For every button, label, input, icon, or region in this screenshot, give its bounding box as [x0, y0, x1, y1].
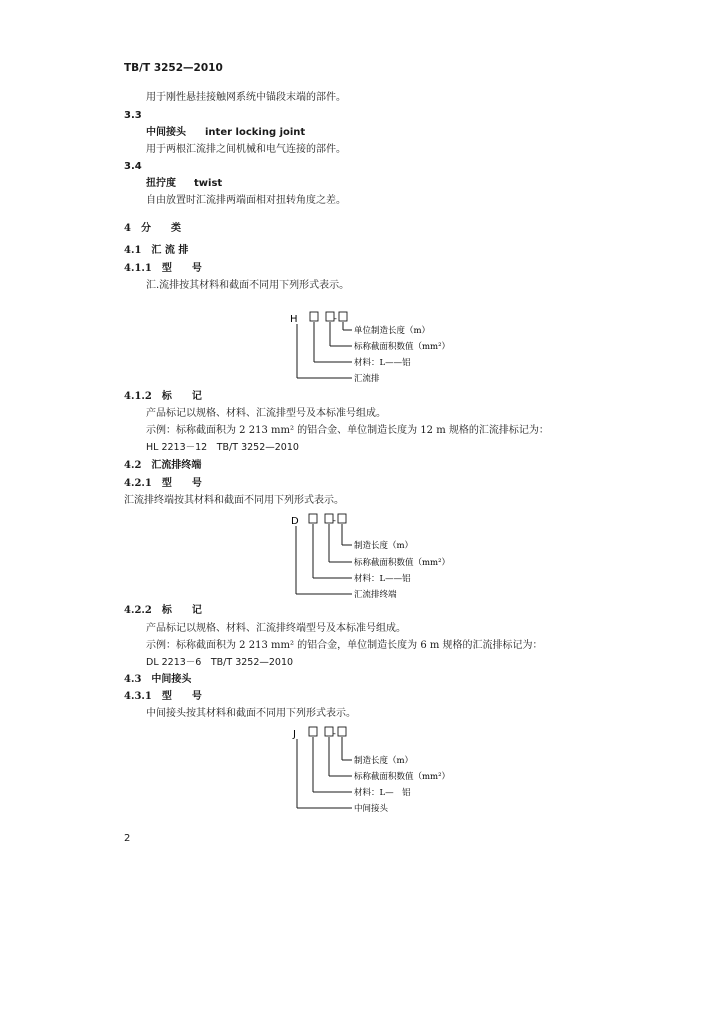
section-number: 3.3: [124, 110, 142, 121]
page-number: 2: [124, 833, 131, 844]
body-text: 汇.流排按其材料和截面不同用下列形式表示。: [146, 280, 350, 291]
designation-diagram-joint: [292, 727, 450, 814]
code-box: [310, 312, 318, 321]
example-text: 示例：标称截面积为 2 213 mm² 的铝合金、单位制造长度为 12 m 规格的汇流排标记为：: [146, 425, 549, 436]
code-box: [338, 514, 346, 523]
body-text: 产品标记以规格、材料、汇流排终端型号及本标准号组成。: [146, 623, 406, 634]
subsection-heading: 4.1.2 标 记: [124, 391, 202, 402]
code-prefix: H: [290, 314, 298, 325]
chapter-heading: 4 分 类: [124, 223, 181, 234]
label-section: 标称截面积数值（mm²）: [354, 558, 451, 568]
code-box: [325, 727, 333, 736]
section-heading: 4.2 汇流排终端: [124, 460, 202, 471]
subsection-heading: 4.3.1 型 号: [124, 691, 202, 702]
term-zh: 扭拧度: [146, 178, 176, 189]
code-box: [325, 514, 333, 523]
marking-example: HL 2213－12 TB/T 3252—2010: [146, 442, 299, 453]
subsection-heading: 4.1.1 型 号: [124, 263, 202, 274]
svg-text:-: -: [333, 729, 336, 738]
body-text: 产品标记以规格、材料、汇流排型号及本标准号组成。: [146, 408, 386, 419]
label-product: 汇流排: [354, 374, 380, 384]
term-en: inter locking joint: [205, 127, 306, 138]
code-prefix: D: [291, 516, 299, 527]
definition-text: 用于两根汇流排之间机械和电气连接的部件。: [146, 144, 346, 155]
marking-example: DL 2213－6 TB/T 3252—2010: [146, 657, 294, 668]
subsection-heading: 4.2.2 标 记: [124, 605, 202, 616]
svg-text:-: -: [333, 516, 336, 525]
term-zh: 中间接头: [146, 127, 186, 138]
subsection-heading: 4.2.1 型 号: [124, 478, 202, 489]
label-material: 材料：L——铝: [354, 358, 411, 368]
page-header: TB/T 3252—2010: [124, 62, 223, 74]
definition-text: 自由放置时汇流排两端面相对扭转角度之差。: [146, 195, 346, 206]
label-length: 制造长度（m）: [354, 541, 414, 551]
code-box: [309, 514, 317, 523]
definition-text: 用于刚性悬挂接触网系统中锚段末端的部件。: [146, 92, 346, 103]
label-material: 材料：L——铝: [354, 574, 411, 584]
label-section: 标称截面积数值（mm²）: [354, 342, 451, 352]
section-heading: 4.3 中间接头: [124, 674, 192, 685]
label-product: 中间接头: [354, 804, 389, 814]
body-text: 汇流排终端按其材料和截面不同用下列形式表示。: [124, 495, 344, 506]
designation-diagram-busbar: [290, 312, 450, 384]
label-length: 单位制造长度（m）: [354, 326, 431, 336]
section-number: 3.4: [124, 161, 142, 172]
code-box: [338, 727, 346, 736]
svg-text:-: -: [334, 314, 337, 323]
code-prefix: J: [293, 729, 296, 740]
code-box: [326, 312, 334, 321]
term-en: twist: [194, 178, 223, 189]
code-box: [309, 727, 317, 736]
designation-diagram-busbar-end: [291, 514, 450, 600]
example-text: 示例：标称截面积为 2 213 mm² 的铝合金，单位制造长度为 6 m 规格的汇流排标记为：: [146, 640, 543, 651]
label-length: 制造长度（m）: [354, 756, 414, 766]
label-material: 材料：L— 铝: [354, 788, 411, 798]
body-text: 中间接头按其材料和截面不同用下列形式表示。: [146, 708, 356, 719]
label-section: 标称截面积数值（mm²）: [354, 772, 451, 782]
label-product: 汇流排终端: [354, 590, 397, 600]
code-box: [339, 312, 347, 321]
section-heading: 4.1 汇 流 排: [124, 245, 189, 256]
